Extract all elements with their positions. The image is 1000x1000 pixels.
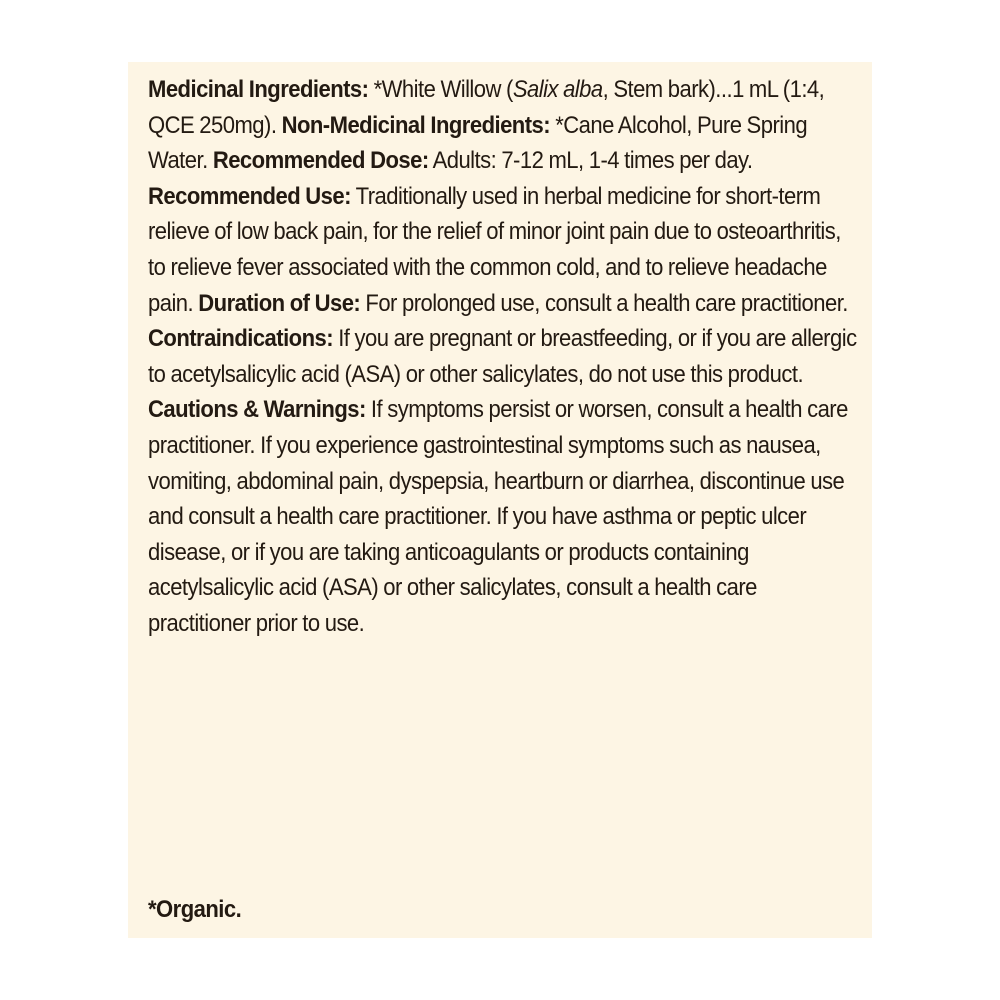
product-label-panel [128,62,872,938]
medicinal-ingredients-heading: Medicinal Ingredients: [148,76,369,103]
recommended-dose-heading: Recommended Dose: [212,147,429,175]
recommended-use-text: Traditionally used in herbal medicine for short-term relieve of low back pain, for the relief of minor joint pain due to osteoarthritis, to relieve fever associated with the common cold, and to relieve headache pain. [148,182,841,317]
duration-of-use-text: For prolonged use, consult a health care practitioner. [365,289,848,317]
contraindications-heading: Contraindications: [148,325,334,353]
recommended-use-heading: Recommended Use: [148,182,351,210]
cautions-warnings-text: If symptoms persist or worsen, consult a health care practitioner. If you experience gastrointestinal symptoms such as nausea, vomiting, abdominal pain, dyspepsia, heartburn or diarrhea, discontinue use and consult a health care practitioner. If you have asthma or peptic ulcer disease, or if you are taking anticoagulants or products containing acetylsalicylic acid (ASA) or other salicylates, consult a health care practitioner prior to use. [148,396,848,637]
medicinal-ingredients-pre: *White Willow ( [373,76,513,103]
recommended-dose-text: Adults: 7-12 mL, 1-4 times per day. [432,147,753,175]
duration-of-use-heading: Duration of Use: [198,289,361,317]
label-body-text [148,72,861,642]
contraindications-text: If you are pregnant or breastfeeding, or if you are allergic to acetylsalicylic acid (ASA) or other salicylates, do not use this product. [148,325,857,388]
organic-footnote: *Organic. [148,896,242,923]
non-medicinal-ingredients-heading: Non-Medicinal Ingredients: [281,111,551,139]
medicinal-latin-name: Salix alba [512,76,603,103]
non-medicinal-ingredients-text: *Cane Alcohol, Pure Spring Water. [148,111,808,175]
cautions-warnings-heading: Cautions & Warnings: [148,396,366,424]
medicinal-ingredients-post: , Stem bark)...1 mL (1:4, QCE 250mg). [148,76,825,139]
